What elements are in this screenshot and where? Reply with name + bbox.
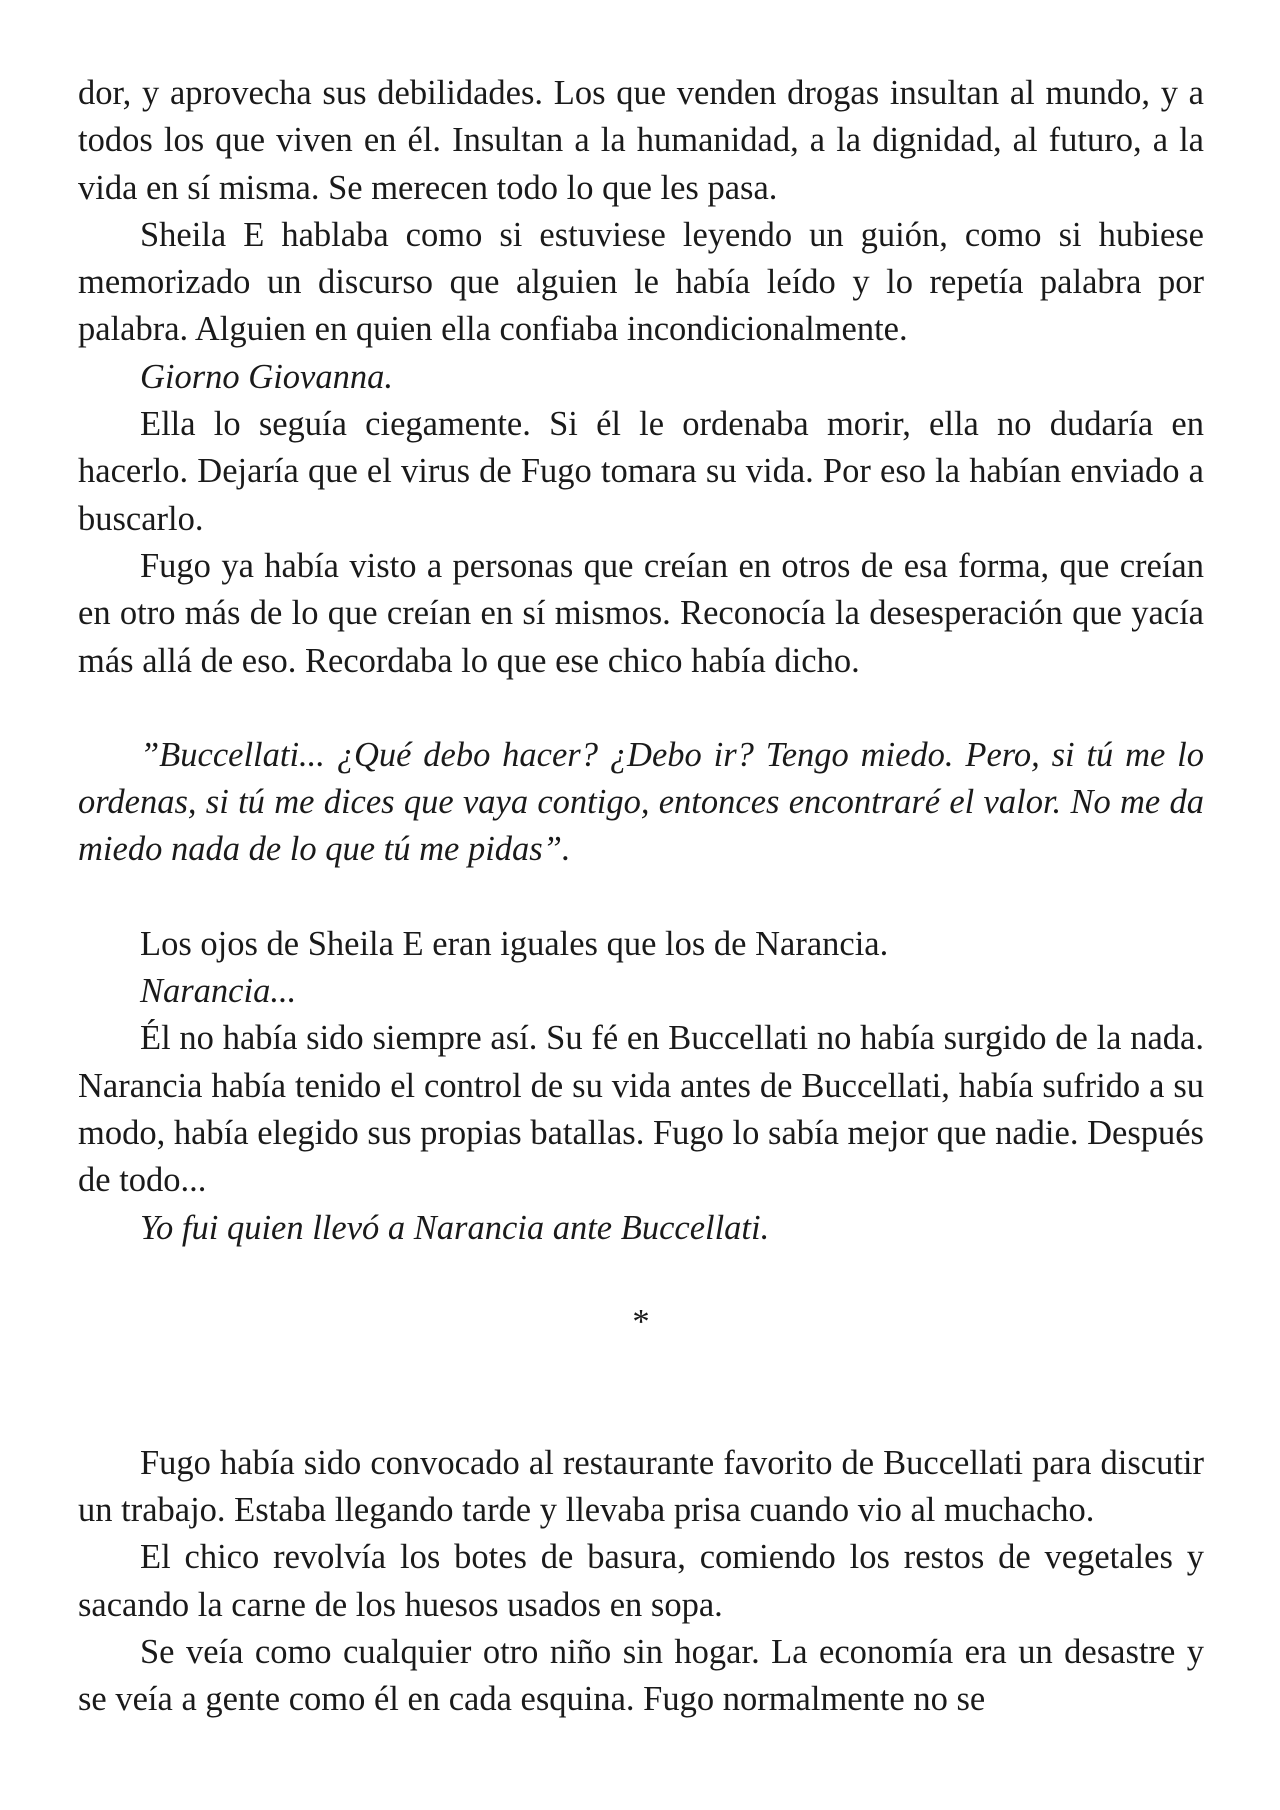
paragraph-italic-thought: Giorno Giovanna. [140,357,393,396]
paragraph: Se veía como cualquier otro niño sin hogar. La economía era un desastre y se veía a gente como él en cada esquina. Fugo normalmente no se [78,1633,1204,1719]
paragraph: El chico revolvía los botes de basura, comiendo los restos de vegetales y sacando la carne de los huesos usados en sopa. [78,1538,1204,1624]
paragraph: Fugo ya había visto a personas que creían en otros de esa forma, que creían en otro más de lo que creían en sí mismos. Reconocía la desesperación que yacía más allá de eso. Recordaba lo que ese chico había dicho. [78,546,1204,680]
quoted-memory: ”Buccellati... ¿Qué debo hacer? ¿Debo ir? Tengo miedo. Pero, si tú me lo ordenas, si tú me dices que vaya contigo, entonces encontraré el valor. No me da miedo nada de lo que tú me pidas”. [78,735,1204,869]
paragraph: Él no había sido siempre así. Su fé en Buccellati no había surgido de la nada. Narancia había tenido el control de su vida antes de Buccellati, había sufrido a su modo, había elegido sus propias batallas. Fugo lo sabía mejor que nadie. Después de todo... [78,1019,1204,1200]
scene-separator: * [632,1302,650,1341]
paragraph: Ella lo seguía ciegamente. Si él le ordenaba morir, ella no dudaría en hacerlo. Dejaría que el virus de Fugo tomara su vida. Por eso la habían enviado a buscarlo. [78,405,1204,538]
paragraph-italic-thought: Yo fui quien llevó a Narancia ante Buccellati. [140,1208,770,1247]
book-page [78,70,1204,1724]
paragraph: Los ojos de Sheila E eran iguales que los de Narancia. [140,924,889,963]
paragraph-italic-thought: Narancia... [140,972,297,1011]
paragraph-continuation: dor, y aprovecha sus debilidades. Los que venden drogas insultan al mundo, y a todos los que viven en él. Insultan a la humanidad, a la dignidad, al futuro, a la vida en sí misma. Se merecen todo lo que les pasa. [78,74,1204,207]
paragraph: Fugo había sido convocado al restaurante favorito de Buccellati para discutir un trabajo. Estaba llegando tarde y llevaba prisa cuando vio al muchacho. [78,1443,1204,1530]
paragraph: Sheila E hablaba como si estuviese leyendo un guión, como si hubiese memorizado un discurso que alguien le había leído y lo repetía palabra por palabra. Alguien en quien ella confiaba incondicionalmente. [78,215,1204,349]
